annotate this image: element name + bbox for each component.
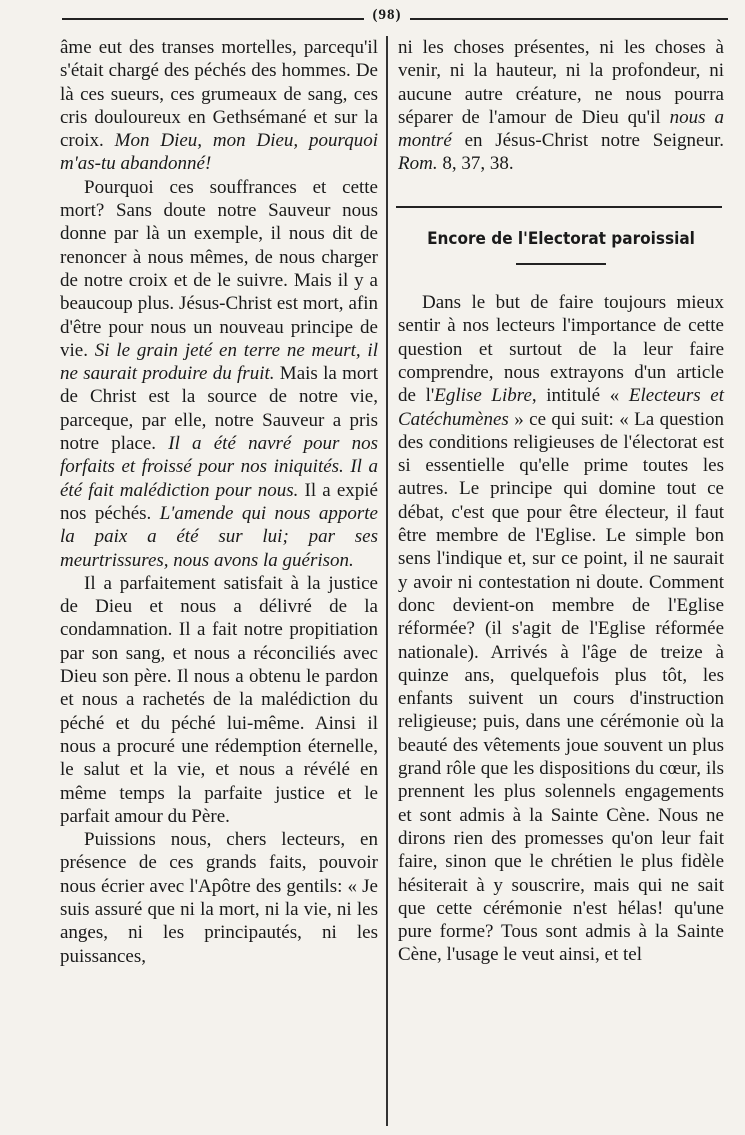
section-rule (396, 206, 722, 208)
text-run: 8, 37, 38. (437, 153, 514, 175)
section-title: Encore de l'Electorat paroissial (427, 228, 695, 249)
text-run: Mais la mort de Christ est la source de notre vie, parceque, par elle, notre Sauveur a pris notre place. (60, 363, 378, 455)
text-run: ni les choses présentes, ni les choses à venir, ni la hauteur, ni la profondeur, ni aucune autre créature, ne nous pourra séparer de l'amour de Dieu qu'il (398, 37, 724, 128)
column-divider (386, 36, 388, 1126)
italic-text-run: Electeurs et Catéchumènes (398, 385, 724, 430)
right-paragraph-1 (398, 36, 724, 176)
italic-text-run: nous a montré (398, 106, 724, 152)
text-run: » ce qui suit: « La question des conditions religieuses de l'électorat est si essentielle qu'elle prime toutes les autres. Le principe qui domine tout ce débat, c'est que pour être électeur, il faut être membre de l'Eglise. Le simple bon sens l'indique et, sur ce point, il ne saurait y avoir ni contestation ni doute. Comment donc devient-on membre de l'Eglise réformée? (il s'agit de l'Eglise réformée nationale). Arrivés à l'âge de treize à quinze ans, quelquefois plus tôt, les enfants suivent un cours d'instruction religieuse; puis, dans une cérémonie où la beauté des vêtements joue souvent un plus grand rôle que les dispositions du cœur, ils prennent les plus solennels engagements et sont admis à la Sainte Cène. Nous ne dirons rien des promesses qu'on leur fait faire, sinon que le chrétien le plus fidèle hésiterait à y souscrire, mais qui ne sait que cette cérémonie n'est hélas! qu'une pure forme? Tous sont admis à la Sainte Cène, l'usage le veut ainsi, et tel (398, 408, 724, 966)
header-rule-left (62, 18, 364, 20)
text-run: Pourquoi ces souffrances et cette mort? Sans doute notre Sauveur nous donne par là un exemple, il nous dit de renoncer à nous mêmes, de nous charger de notre croix et de le suivre. Mais il y a beaucoup plus. Jésus-Christ est mort, afin d'être pour nous un nouveau principe de vie. (60, 176, 378, 361)
text-run: Dans le but de faire toujours mieux sentir à nos lecteurs l'importance de cette question et surtout de la leur faire comprendre, nous extrayons d'un article de l' (398, 292, 724, 407)
right-paragraph-2 (398, 291, 724, 967)
left-paragraph-3 (60, 572, 378, 828)
text-run: âme eut des transes mortelles, parcequ'il s'était chargé des péchés des hommes. De là ces sueurs, ces grumeaux de sang, ces cris douloureux en Gethsémané et sur la croix. (60, 37, 378, 152)
title-rule (516, 263, 606, 265)
italic-text-run: Si le grain jeté en terre ne meurt, il ne saurait produire du fruit. (60, 339, 378, 385)
left-column (60, 36, 378, 968)
left-paragraph-1 (60, 36, 378, 176)
page-number: (98) (372, 7, 402, 23)
right-column (398, 36, 724, 967)
italic-text-run: Il a été navré pour nos forfaits et froissé pour nos iniquités. Il a été fait malédiction pour nous. (60, 433, 378, 501)
text-run: , intitulé « (531, 385, 629, 407)
text-run: Il a expié nos péchés. (60, 479, 378, 524)
text-run: Il a parfaitement satisfait à la justice de Dieu et nous a délivré de la condamnation. Il a fait notre propitiation par son sang, et nous a réconciliés avec Dieu son père. Il nous a obtenu le pardon et nous a rachetés de la malédiction du péché et du péché lui-même. Ainsi il nous a procuré une rédemption éternelle, le salut et la vie, et nous a révélé en même temps la parfaite justice et le parfait amour du Père. (60, 572, 378, 827)
left-paragraph-2 (60, 176, 378, 572)
italic-text-run: Mon Dieu, mon Dieu, pourquoi m'as-tu abandonné! (60, 130, 378, 175)
text-run: en Jésus-Christ notre Seigneur. (451, 130, 724, 152)
italic-text-run: Rom. (398, 153, 438, 175)
text-run: Puissions nous, chers lecteurs, en présence de ces grands faits, pouvoir nous écrier avec l'Apôtre des gentils: « Je suis assuré que ni la mort, ni la vie, ni les anges, ni les principautés, ni les puissances, (60, 829, 378, 967)
left-paragraph-4 (60, 828, 378, 968)
italic-text-run: L'amende qui nous apporte la paix a été sur lui; par ses meurtrissures, nous avons la guérison. (60, 502, 378, 571)
italic-text-run: Eglise Libre (434, 385, 532, 407)
header-rule-right (410, 18, 728, 20)
